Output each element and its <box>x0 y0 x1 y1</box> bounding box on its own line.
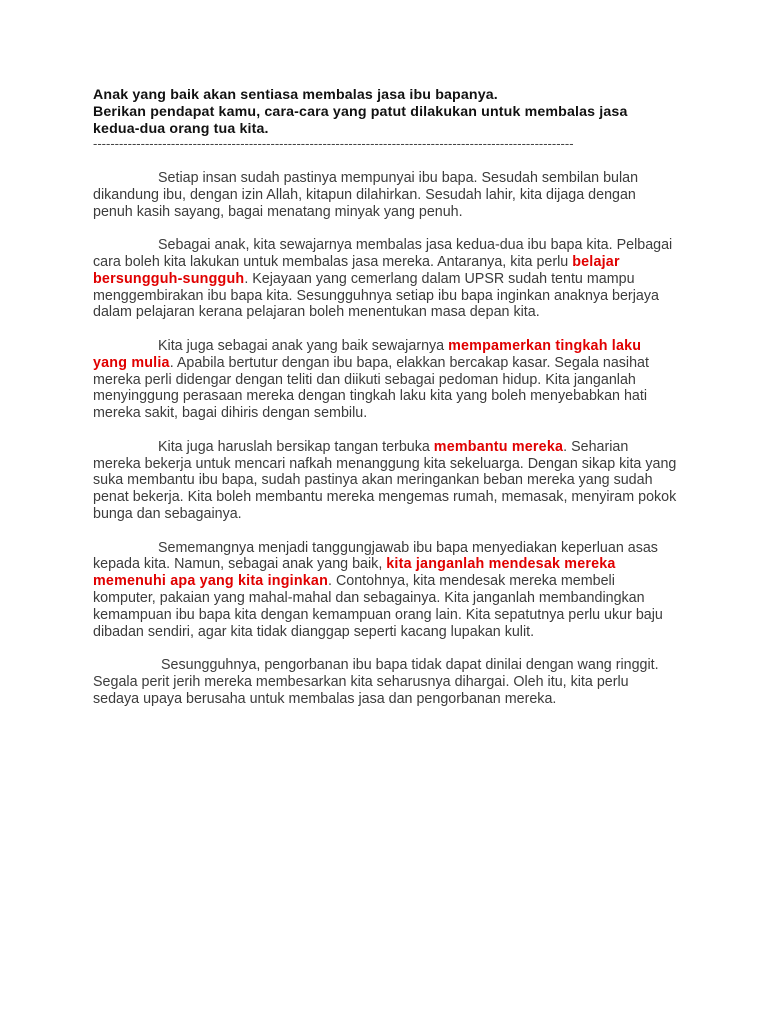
dashed-divider: --------------------------------------------------------------------------------------------------------------- <box>93 138 574 150</box>
paragraph-text: Sesungguhnya, pengorbanan ibu bapa tidak dapat dinilai dengan wang ringgit. Segala perit jerih mereka membesarkan kita seharusnya dihargai. Oleh itu, kita perlu sedaya upaya berusaha untuk membalas jasa dan pengorbanan mereka. <box>93 657 659 707</box>
paragraph-text: . Contohnya, kita mendesak mereka membeli komputer, pakaian yang mahal-mahal dan sebagainya. Kita janganlah membandingkan kemampuan ibu bapa kita dengan kemampuan orang lain. Kita sepatutnya perlu ukur baju dibadan sendiri, agar kita tidak dianggap seperti kacang lupakan kulit. <box>93 573 663 640</box>
highlighted-phrase: belajar bersungguh-sungguh <box>93 253 620 287</box>
paragraph-text: Sememangnya menjadi tanggungjawab ibu bapa menyediakan keperluan asas kepada kita. Namun, sebagai anak yang baik, <box>93 539 658 573</box>
highlighted-phrase: membantu mereka <box>433 438 564 455</box>
paragraph-2 <box>93 237 677 321</box>
paragraph-text: Setiap insan sudah pastinya mempunyai ibu bapa. Sesudah sembilan bulan dikandung ibu, dengan izin Allah, kitapun dilahirkan. Sesudah lahir, kita dijaga dengan penuh kasih sayang, bagai menatang minyak yang penuh. <box>93 170 639 220</box>
question-header <box>93 87 683 150</box>
paragraph-1 <box>93 170 677 220</box>
paragraph-text: Kita juga sebagai anak yang baik sewajarnya <box>158 337 449 354</box>
title-line-3: kedua-dua orang tua kita. <box>93 121 269 137</box>
paragraph-text: Kita juga haruslah bersikap tangan terbuka <box>158 438 434 455</box>
paragraph-5 <box>93 540 677 641</box>
paragraph-6 <box>93 657 677 707</box>
essay-body <box>93 170 677 724</box>
highlighted-phrase: kita janganlah mendesak mereka memenuhi apa yang kita inginkan <box>93 556 616 590</box>
paragraph-text: . Kejayaan yang cemerlang dalam UPSR sudah tentu mampu menggembirakan ibu bapa kita. Sesungguhnya setiap ibu bapa inginkan anaknya berjaya dalam pelajaran kerana pelajaran boleh menentukan masa depan kita. <box>93 270 659 321</box>
paragraph-text: Sebagai anak, kita sewajarnya membalas jasa kedua-dua ibu bapa kita. Pelbagai cara boleh kita lakukan untuk membalas jasa mereka. Antaranya, kita perlu <box>93 237 673 270</box>
paragraph-text: . Seharian mereka bekerja untuk mencari nafkah menanggung kita sekeluarga. Dengan sikap kita yang suka membantu ibu bapa, sudah pastinya akan meringankan beban mereka yang sudah penat bekerja. Kita boleh membantu mereka mengemas rumah, memasak, menyiram pokok bunga dan sebagainya. <box>93 438 677 522</box>
title-line-2: Berikan pendapat kamu, cara-cara yang patut dilakukan untuk membalas jasa <box>93 104 628 120</box>
highlighted-phrase: mempamerkan tingkah laku yang mulia <box>93 337 642 371</box>
paragraph-3 <box>93 338 677 422</box>
title-line-1: Anak yang baik akan sentiasa membalas jasa ibu bapanya. <box>93 87 498 103</box>
paragraph-4 <box>93 439 677 523</box>
paragraph-text: . Apabila bertutur dengan ibu bapa, elakkan bercakap kasar. Segala nasihat mereka perli didengar dengan teliti dan diikuti sebagai pedoman hidup. Kita janganlah menyinggung perasaan mereka dengan tingkah laku kita yang boleh menyebabkan hati mereka sakit, bagai dihiris dengan sembilu. <box>93 354 649 422</box>
